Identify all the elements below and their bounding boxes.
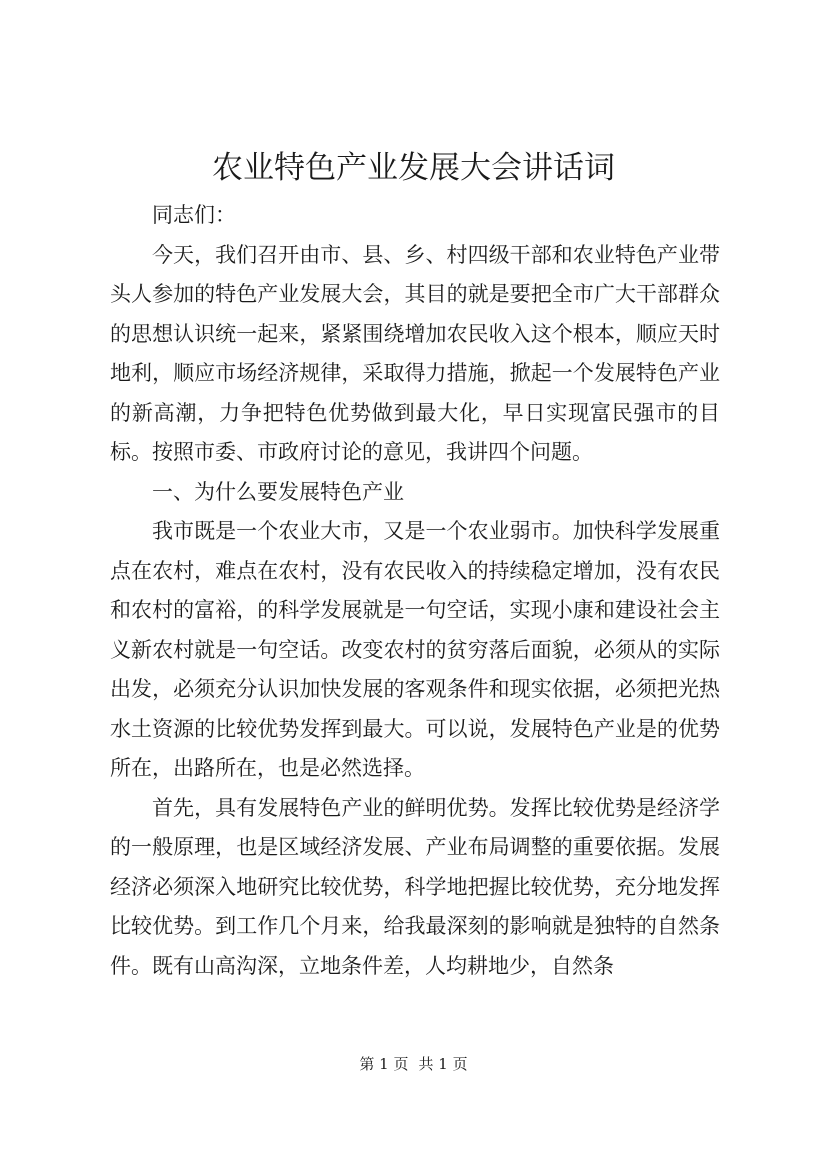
paragraph-intro: 今天，我们召开由市、县、乡、村四级干部和农业特色产业带头人参加的特色产业发展大会，其目的就是要把全市广大干部群众的思想认识统一起来，紧紧围绕增加农民收入这个根本，顺应天时地利，顺应市场经济规律，采取得力措施，掀起一个发展特色产业的新高潮，力争把特色优势做到最大化，早日实现富民强市的目标。按照市委、市政府讨论的意见，我讲四个问题。 [110, 242, 720, 464]
salutation: 同志们： [152, 203, 236, 227]
paragraph-first-point: 首先，具有发展特色产业的鲜明优势。发挥比较优势是经济学的一般原理，也是区域经济发展、产业布局调整的重要依据。发展经济必须深入地研究比较优势，科学地把握比较优势，充分地发挥比较优势。到工作几个月来，给我最深刻的影响就是独特的自然条件。既有山高沟深，立地条件差，人均耕地少，自然条 [110, 795, 720, 978]
section-heading-1: 一、为什么要发展特色产业 [152, 479, 404, 504]
document-body [110, 196, 720, 986]
page-footer [0, 1054, 827, 1074]
page-total: 共 1 页 [418, 1055, 468, 1073]
paragraph-section-1: 我市既是一个农业大市，又是一个农业弱市。加快科学发展重点在农村，难点在农村，没有农民收入的持续稳定增加，没有农民和农村的富裕，的科学发展就是一句空话，实现小康和建设社会主义新农村就是一句空话。改变农村的贫穷落后面貌，必须从的实际出发，必须充分认识加快发展的客观条件和现实依据，必须把光热水土资源的比较优势发挥到最大。可以说，发展特色产业是的优势所在，出路所在，也是必然选择。 [110, 519, 720, 780]
document-title: 农业特色产业发展大会讲话词 [212, 150, 615, 186]
page-number: 第 1 页 [359, 1055, 409, 1073]
